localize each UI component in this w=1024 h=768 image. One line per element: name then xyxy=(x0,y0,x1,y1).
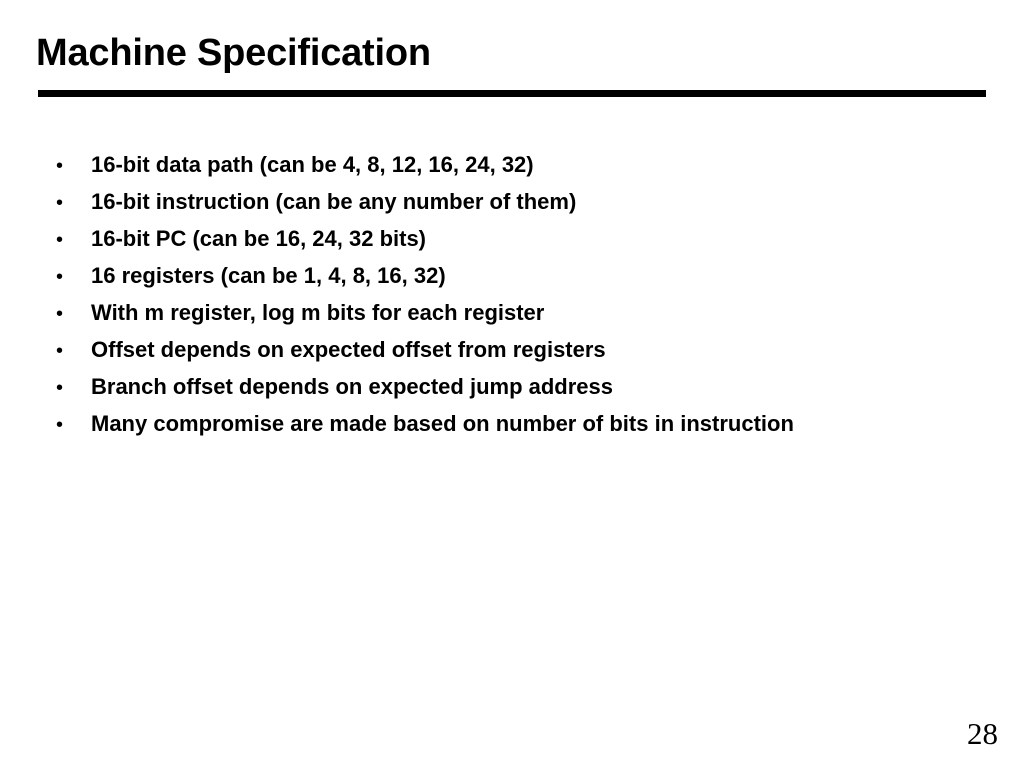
bullet-text: 16 registers (can be 1, 4, 8, 16, 32) xyxy=(91,263,446,288)
bullet-item xyxy=(56,220,996,257)
bullet-text: 16-bit instruction (can be any number of them) xyxy=(91,189,577,214)
page-number: 28 xyxy=(967,716,998,751)
bullet-item xyxy=(56,183,996,220)
bullet-item xyxy=(56,146,996,183)
bullet-marker: • xyxy=(56,192,64,214)
bullet-marker: • xyxy=(56,414,64,436)
bullet-list xyxy=(56,146,996,442)
bullet-item xyxy=(56,257,996,294)
slide-title: Machine Specification xyxy=(36,32,431,74)
bullet-item xyxy=(56,405,996,442)
bullet-marker: • xyxy=(56,303,64,325)
bullet-text: 16-bit PC (can be 16, 24, 32 bits) xyxy=(91,226,427,251)
bullet-item xyxy=(56,331,996,368)
bullet-text: Branch offset depends on expected jump address xyxy=(91,374,614,399)
bullet-text: 16-bit data path (can be 4, 8, 12, 16, 24, 32) xyxy=(91,152,534,177)
bullet-item xyxy=(56,368,996,405)
bullet-text: Many compromise are made based on number of bits in instruction xyxy=(91,411,794,436)
bullet-text: With m register, log m bits for each register xyxy=(91,300,545,325)
bullet-marker: • xyxy=(56,155,64,177)
bullet-marker: • xyxy=(56,229,64,251)
bullet-marker: • xyxy=(56,266,64,288)
title-divider xyxy=(38,90,986,97)
bullet-marker: • xyxy=(56,377,64,399)
bullet-item xyxy=(56,294,996,331)
bullet-marker: • xyxy=(56,340,64,362)
bullet-text: Offset depends on expected offset from registers xyxy=(91,337,606,362)
